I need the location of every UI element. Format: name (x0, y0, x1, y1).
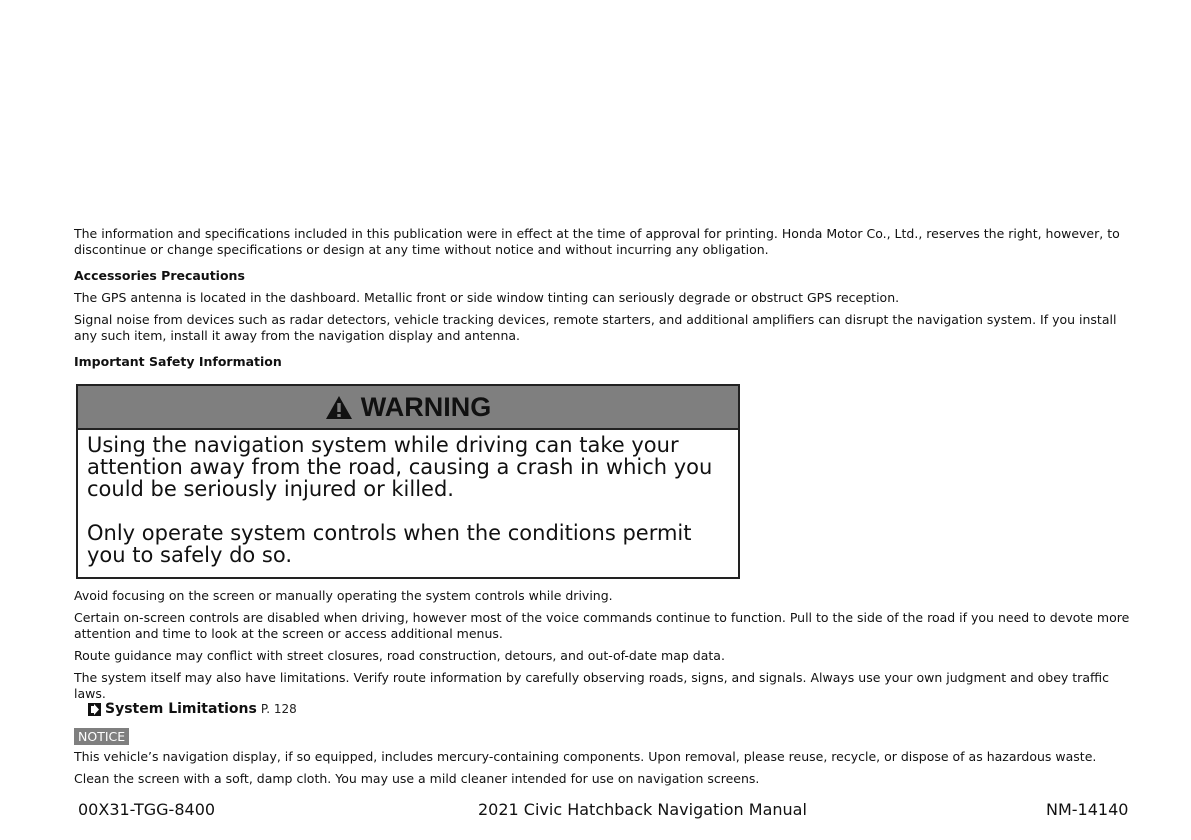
warning-box (76, 384, 740, 579)
warning-title: WARNING (360, 391, 492, 422)
arrow-right-box-icon (88, 703, 101, 716)
warning-text-2: Only operate system controls when the conditions permit you to safely do so. (87, 521, 692, 567)
notice-label: NOTICE (74, 728, 129, 745)
xref-label: System Limitations (105, 701, 257, 717)
footer-manual-title: 2021 Civic Hatchback Navigation Manual (478, 800, 807, 819)
warning-body (78, 430, 738, 566)
xref-page: P. 128 (260, 702, 297, 716)
safety-paragraph-2: Certain on-screen controls are disabled when driving, however most of the voice commands continue to function. Pull to the side of the road if you need to devote more attention and time to look at the screen or access additional menus. (74, 610, 1130, 641)
accessories-heading: Accessories Precautions (74, 268, 245, 283)
warning-header (78, 386, 738, 430)
intro-paragraph: The information and specifications included in this publication were in effect at the time of approval for printing. Honda Motor Co., Ltd., reserves the right, however, to discontinue or change specifications or design at any time without notice and without incurring any obligation. (74, 226, 1120, 257)
safety-paragraph-3: Route guidance may conflict with street closures, road construction, detours, and out-of-date map data. (74, 648, 725, 663)
safety-paragraph-1: Avoid focusing on the screen or manually operating the system controls while driving. (74, 588, 613, 603)
accessories-paragraph-1: The GPS antenna is located in the dashboard. Metallic front or side window tinting can seriously degrade or obstruct GPS reception. (74, 290, 900, 305)
accessories-paragraph-2: Signal noise from devices such as radar detectors, vehicle tracking devices, remote starters, and additional amplifiers can disrupt the navigation system. If you install any such item, install it away from the navigation display and antenna. (74, 312, 1117, 343)
safety-heading: Important Safety Information (74, 354, 282, 369)
warning-text-1: Using the navigation system while driving can take your attention away from the road, causing a crash in which you could be seriously injured or killed. (87, 433, 713, 501)
warning-triangle-icon (325, 395, 353, 420)
safety-paragraph-4: The system itself may also have limitations. Verify route information by carefully observing roads, signs, and signals. Always use your own judgment and obey traffic laws. (74, 670, 1109, 701)
system-limitations-link[interactable] (88, 700, 297, 718)
notice-paragraph-2: Clean the screen with a soft, damp cloth. You may use a mild cleaner intended for use on navigation screens. (74, 771, 760, 786)
footer-doc-code: 00X31-TGG-8400 (78, 800, 216, 819)
notice-paragraph-1: This vehicle’s navigation display, if so equipped, includes mercury-containing components. Upon removal, please reuse, recycle, or dispose of as hazardous waste. (74, 749, 1097, 764)
footer-page-code: NM-14140 (1046, 800, 1129, 819)
